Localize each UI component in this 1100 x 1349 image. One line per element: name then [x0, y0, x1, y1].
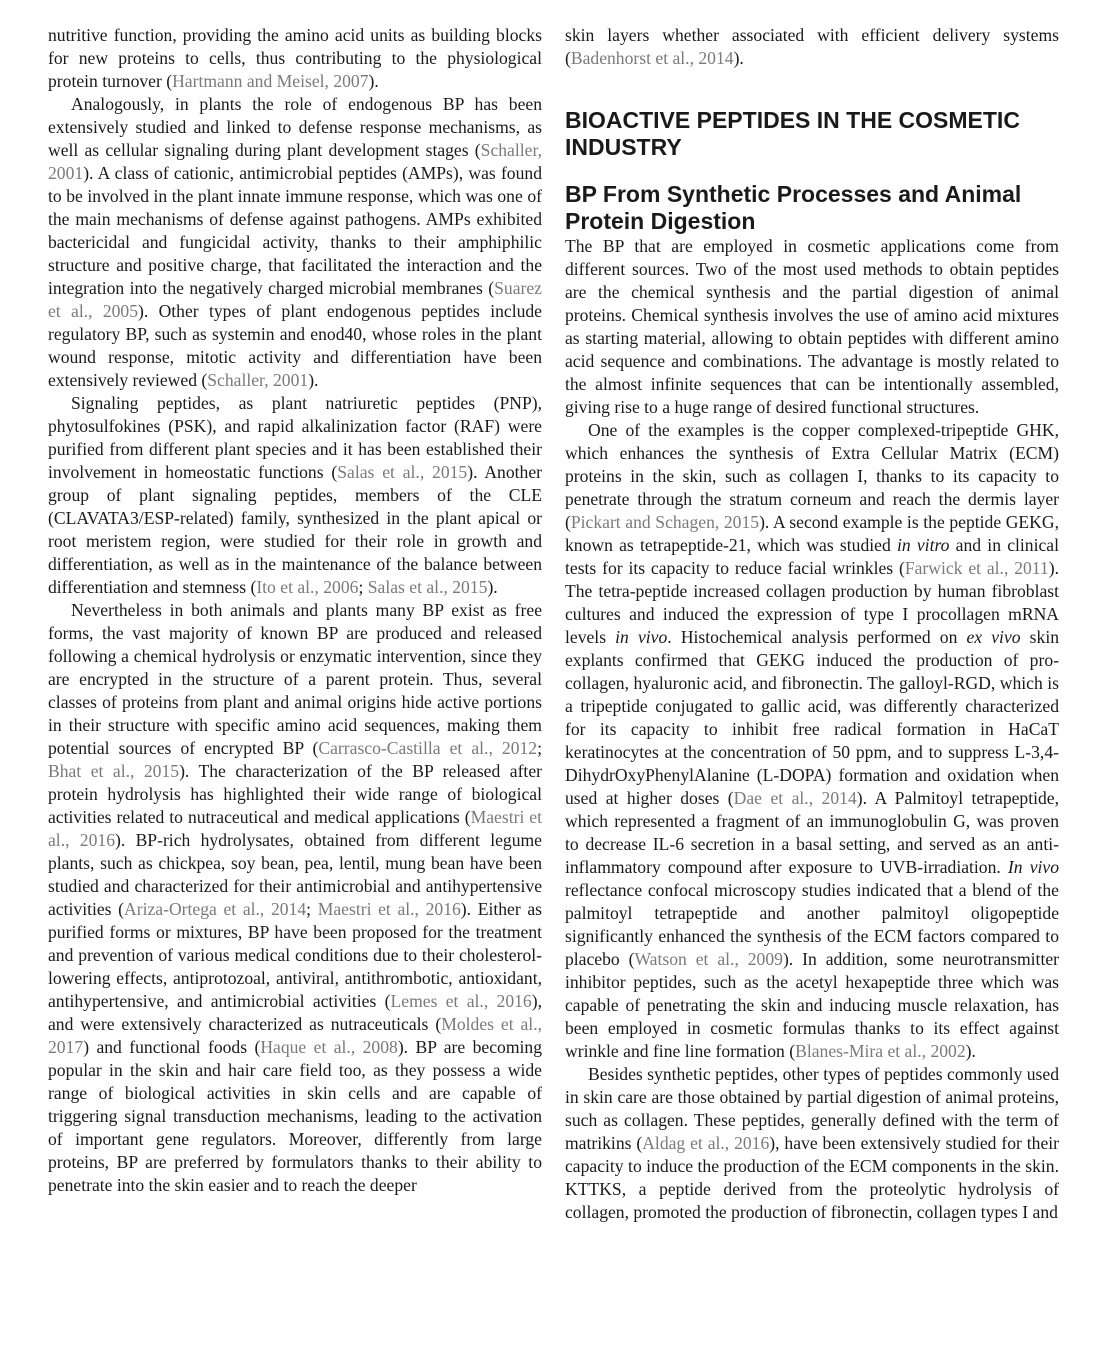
intro-paragraph: [565, 24, 1059, 70]
citation-link[interactable]: Farwick et al., 2011: [904, 558, 1049, 578]
citation-link[interactable]: Dae et al., 2014: [733, 788, 857, 808]
citation-link[interactable]: Ariza-Ortega et al., 2014: [124, 899, 307, 919]
citation-link[interactable]: Haque et al., 2008: [260, 1037, 398, 1057]
paragraph: Analogously, in plants the role of endogenous BP has been extensively studied and linked to defense response mechanisms, as well as cellular signaling during plant development stages (Schaller, 2001). A class of cationic, antimicrobial peptides (AMPs), was found to be involved in the plant innate immune response, which was one of the main mechanisms of defense against pathogens. AMPs exhibited bactericidal and fungicidal activity, thanks to their amphiphilic structure and positive charge, that facilitated the interaction and the integration into the negatively charged microbial membranes (Suarez et al., 2005). Other types of plant endogenous peptides include regulatory BP, such as systemin and enod40, whose roles in the plant wound response, mitotic activity and differentiation have been extensively reviewed (Schaller, 2001).: [48, 94, 542, 390]
paragraph: Signaling peptides, as plant natriuretic peptides (PNP), phytosulfokines (PSK), and rapid alkalinization factor (RAF) were purified from different plant species and it has been established their involvement in homeostatic functions (Salas et al., 2015). Another group of plant signaling peptides, members of the CLE (CLAVATA3/ESP-related) family, synthesized in the plant apical or root meristem region, were studied for their role in growth and differentiation, as well as in the maintenance of the balance between differentiation and stemness (Ito et al., 2006; Salas et al., 2015).: [48, 393, 542, 597]
citation-link[interactable]: Watson et al., 2009: [634, 949, 783, 969]
subsection-heading: BP From Synthetic Processes and Animal Protein Digestion: [565, 181, 1022, 234]
citation-link[interactable]: Blanes-Mira et al., 2002: [795, 1041, 966, 1061]
citation-link[interactable]: Schaller, 2001: [48, 140, 542, 183]
citation-link[interactable]: Moldes et al., 2017: [48, 1014, 542, 1057]
italic-term: in vivo: [615, 627, 668, 647]
citation-link[interactable]: Salas et al., 2015: [337, 462, 468, 482]
paragraph: skin layers whether associated with efficient delivery systems (Badenhorst et al., 2014).: [565, 25, 1059, 68]
citation-link[interactable]: Badenhorst et al., 2014: [570, 48, 734, 68]
citation-link[interactable]: Schaller, 2001: [207, 370, 309, 390]
paragraph: One of the examples is the copper complexed-tripeptide GHK, which enhances the synthesis of Extra Cellular Matrix (ECM) proteins in the skin, such as collagen I, thanks to its capacity to penetrate through the stratum corneum and reach the dermis layer (Pickart and Schagen, 2015). A second example is the peptide GEKG, known as tetrapeptide-21, which was studied in vitro and in clinical tests for its capacity to reduce facial wrinkles (Farwick et al., 2011). The tetra-peptide increased collagen production by human fibroblast cultures and induced the expression of type I procollagen mRNA levels in vivo. Histochemical analysis performed on ex vivo skin explants confirmed that GEKG induced the production of pro-collagen, hyaluronic acid, and fibronectin. The galloyl-RGD, which is a tripeptide conjugated to gallic acid, was differently characterized for its capacity to inhibit free radical formation in HaCaT keratinocytes at the concentration of 50 ppm, and to suppress L-3,4-DihydrOxyPhenylAlanine (L-DOPA) formation and oxidation when used at higher doses (Dae et al., 2014). A Palmitoyl tetrapeptide, which represented a fragment of an immunoglobulin G, was proven to decrease IL-6 secretion in a basal setting, and served as an anti-inflammatory compound after exposure to UVB-irradiation. In vivo reflectance confocal microscopy studies indicated that a blend of the palmitoyl tetrapeptide and another palmitoyl oligopeptide significantly enhanced the synthesis of the ECM factors compared to placebo (Watson et al., 2009). In addition, some neurotransmitter inhibitor peptides, such as the acetyl hexapeptide three which was capable of penetrating the skin and inducing muscle relaxation, has been employed in cosmetic formulas thanks to its effect against wrinkle and fine line formation (Blanes-Mira et al., 2002).: [565, 420, 1060, 1061]
citation-link[interactable]: Carrasco-Castilla et al., 2012: [318, 738, 538, 758]
italic-term: in vitro: [896, 535, 950, 555]
citation-link[interactable]: Maestri et al., 2016: [317, 899, 461, 919]
citation-link[interactable]: Maestri et al., 2016: [48, 807, 542, 850]
paragraph: The BP that are employed in cosmetic applications come from different sources. Two of the most used methods to obtain peptides are the chemical synthesis and the partial digestion of animal proteins. Chemical synthesis involves the use of amino acid mixtures as starting material, allowing to obtain peptides with different amino acid sequence and combinations. The advantage is mostly related to the almost infinite sequences that can be intentionally assembled, giving rise to a huge range of desired functional structures.: [565, 236, 1059, 417]
citation-link[interactable]: Suarez et al., 2005: [48, 278, 542, 321]
citation-link[interactable]: Ito et al., 2006: [256, 577, 359, 597]
italic-term: ex vivo: [966, 627, 1021, 647]
left-column: [48, 24, 542, 1197]
citation-link[interactable]: Salas et al., 2015: [367, 577, 488, 597]
right-paragraphs: [565, 235, 1059, 1224]
paragraph: Besides synthetic peptides, other types of peptides commonly used in skin care are those obtained by partial digestion of animal proteins, such as collagen. These peptides, generally defined with the term of matrikins (Aldag et al., 2016), have been extensively studied for their capacity to induce the production of the ECM components in the skin. KTTKS, a peptide derived from the proteolytic hydrolysis of collagen, promoted the production of fibronectin, collagen types I and: [565, 1064, 1059, 1222]
paragraph: nutritive function, providing the amino acid units as building blocks for new proteins to cells, thus contributing to the physiological protein turnover (Hartmann and Meisel, 2007).: [48, 25, 542, 91]
paragraph: Nevertheless in both animals and plants many BP exist as free forms, the vast majority of known BP are produced and released following a chemical hydrolysis or enzymatic intervention, since they are encrypted in the structure of a parent protein. Thus, several classes of proteins from plant and animal origins hide active portions in their structure with specific amino acid sequences, making them potential sources of encrypted BP (Carrasco-Castilla et al., 2012; Bhat et al., 2015). The characterization of the BP released after protein hydrolysis has highlighted their wide range of biological activities related to nutraceutical and medical applications (Maestri et al., 2016). BP-rich hydrolysates, obtained from different legume plants, such as chickpea, soy bean, pea, lentil, mung bean have been studied and characterized for their antimicrobial and antihypertensive activities (Ariza-Ortega et al., 2014; Maestri et al., 2016). Either as purified forms or mixtures, BP have been proposed for the treatment and prevention of various medical conditions due to their cholesterol-lowering effects, antiprotozoal, antiviral, antithrombotic, antioxidant, antihypertensive, and antimicrobial activities (Lemes et al., 2016), and were extensively characterized as nutraceuticals (Moldes et al., 2017) and functional foods (Haque et al., 2008). BP are becoming popular in the skin and hair care field too, as they possess a wide range of biological activities in skin cells and are capable of triggering signal transduction mechanisms, leading to the activation of important gene regulators. Moreover, differently from large proteins, BP are preferred by formulators thanks to their ability to penetrate into the skin easier and to reach the deeper: [48, 600, 542, 1195]
right-column: [565, 24, 1059, 1224]
citation-link[interactable]: Bhat et al., 2015: [48, 761, 180, 781]
citation-link[interactable]: Lemes et al., 2016: [390, 991, 532, 1011]
citation-link[interactable]: Aldag et al., 2016: [642, 1133, 770, 1153]
section-heading: BIOACTIVE PEPTIDES IN THE COSMETIC INDUSTRY: [565, 107, 1020, 160]
citation-link[interactable]: Pickart and Schagen, 2015: [570, 512, 760, 532]
citation-link[interactable]: Hartmann and Meisel, 2007: [172, 71, 369, 91]
italic-term: In vivo: [1007, 857, 1060, 877]
left-paragraphs: [48, 24, 542, 1197]
